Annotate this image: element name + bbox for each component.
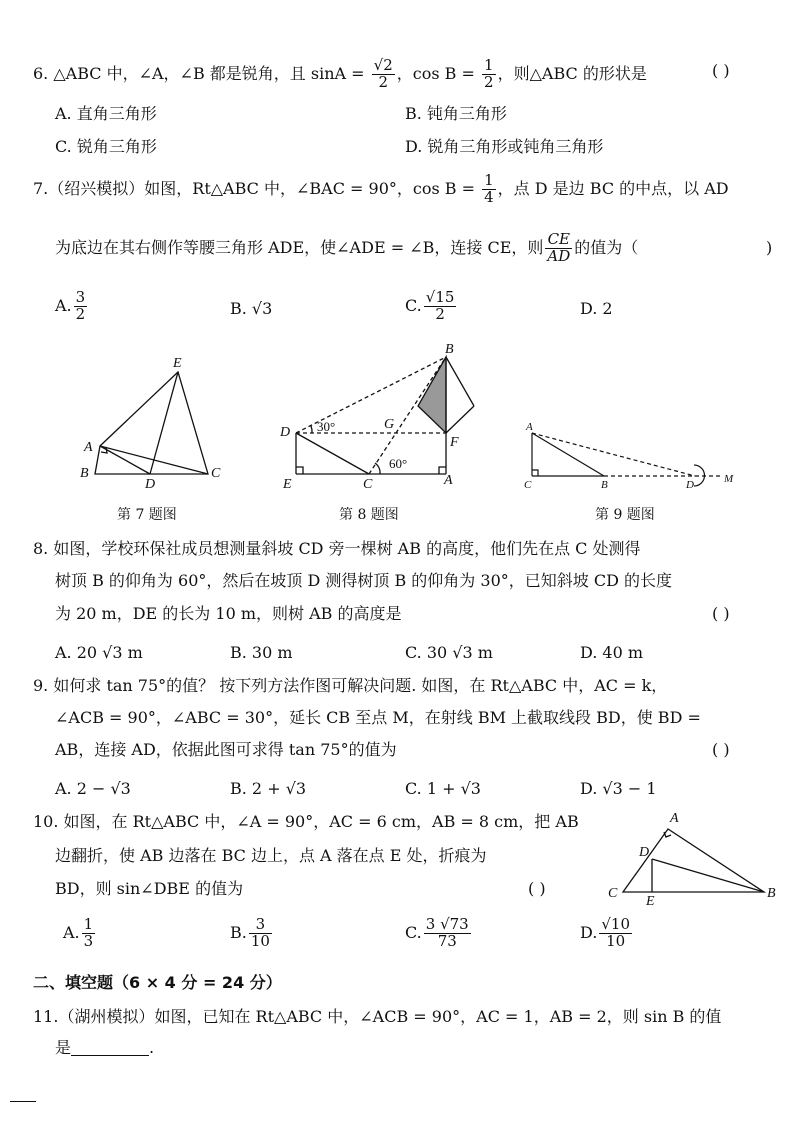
q6-stem: 6. △ABC 中，∠A，∠B 都是锐角，且 sinA = $\frac{√2}{2}$ ，cos B = $\frac{1}{2}$ ，则△ABC 的形状是 [33,56,647,91]
q6-option-b: B. 钝角三角形 [405,104,507,123]
q7-option-b: B. √3 [230,299,273,318]
fig10-triangle-abc [623,829,764,892]
fig7-outline [95,372,208,474]
q9-option-b: B. 2 + √3 [230,779,307,798]
fig10-label-a: A [670,811,679,826]
q8-option-b: B. 30 m [230,643,293,662]
q7-stem-line1: 7.（绍兴模拟）如图，Rt△ABC 中，∠BAC = 90°，cos B = $\frac{1}{4}$ ，点 D 是边 BC 的中点，以 AD [33,171,729,206]
q7-fraction-cosB: $\frac{1}{4}$ [484,171,494,206]
q10-option-b-fraction: $\frac{3}{10}$ [250,915,270,950]
q8-option-a: A. 20 √3 m [55,643,143,662]
q10-option-d: D. $\frac{√10}{10}$ [580,915,630,950]
figure-10 [623,829,764,892]
q11-answer-blank[interactable] [71,1041,149,1056]
fig7-label-e: E [173,356,182,371]
q7-option-c: C. $\frac{√15}{2}$ [405,288,455,323]
figure-8 [296,357,474,474]
fig8-slope-cd [296,433,369,474]
q8-answer-paren: ( ) [712,604,730,623]
q6-fraction-cosB: $\frac{1}{2}$ [484,56,494,91]
fig9-label-b: B [601,479,608,491]
fig9-line-ab [532,433,604,476]
q9-stem-line1: 9. 如何求 tan 75°的值？ 按下列方法作图可解决问题. 如图，在 Rt△ABC 中，AC = k， [33,676,668,695]
q10-stem-line1: 10. 如图，在 Rt△ABC 中，∠A = 90°，AC = 6 cm，AB = 8 cm，把 AB [33,812,579,831]
fig8-label-d: D [280,425,291,440]
fig8-angle-60-arc [375,463,380,474]
fig10-label-c: C [608,886,618,901]
q9-stem-line2: ∠ACB = 90°，∠ABC = 30°，延长 CB 至点 M，在射线 BM 上截取线段 BD，使 BD = [55,708,701,727]
fig9-arc-d [694,465,705,486]
footer-rule [10,1101,36,1102]
fig8-kite-edge [446,357,474,406]
q6-option-c: C. 锐角三角形 [55,137,157,156]
fig7-label-d: D [145,477,156,492]
fig8-label-g: G [384,417,395,432]
q6-option-d: D. 锐角三角形或钝角三角形 [405,137,604,156]
q10-stem-line3: BD，则 sin∠DBE 的值为 [55,879,244,898]
fig8-angle-30-arc [311,426,312,433]
fig10-right-angle-a [664,832,671,837]
fig7-line-de [150,372,178,474]
q8-option-d: D. 40 m [580,643,644,662]
fig7-line-ac [100,446,208,474]
q10-option-a-fraction: $\frac{1}{3}$ [83,915,94,950]
fig8-label-b: B [445,342,454,357]
fig9-label-a: A [526,421,533,433]
fig7-right-angle-mark [101,447,107,453]
fig9-caption: 第 9 题图 [595,507,655,523]
q8-stem-line3: 为 20 m，DE 的长为 10 m，则树 AB 的高度是 [55,604,402,623]
q11-stem-line1: 11.（湖州模拟）如图，已知在 Rt△ABC 中，∠ACB = 90°，AC = 1，AB = 2，则 sin B 的值 [33,1007,722,1026]
q7-fraction-ce-ad: $\frac{CE}{AD}$ [547,230,571,265]
q9-option-a: A. 2 − √3 [55,779,131,798]
fig9-label-d: D [686,479,694,491]
q6-fraction-sinA: $\frac{√2}{2}$ [373,56,393,91]
fig8-label-f: F [450,435,459,450]
q7-option-d: D. 2 [580,299,613,318]
fig9-label-c: C [524,479,532,491]
q7-stem-line2: 为底边在其右侧作等腰三角形 ADE，使∠ADE = ∠B，连接 CE，则 $\frac{CE}{AD}$ 的值为（ [55,230,639,265]
fig8-label-a: A [444,473,453,488]
q10-option-d-fraction: $\frac{√10}{10}$ [601,915,630,950]
fig10-fold-bd [652,859,764,892]
q10-option-a: A. $\frac{1}{3}$ [63,915,94,950]
fig8-label-30: 30° [317,419,336,434]
fig7-line-ad [100,446,150,474]
q6-answer-paren: ( ) [712,61,730,80]
fig8-label-c: C [363,477,373,492]
q10-option-c-fraction: $\frac{3 √73}{73}$ [425,915,469,950]
q8-stem-line1: 8. 如图，学校环保社成员想测量斜坡 CD 旁一棵树 AB 的高度，他们先在点 C 处测得 [33,539,641,558]
fig8-caption: 第 8 题图 [339,507,399,523]
q10-answer-paren: ( ) [528,879,546,898]
fig8-label-60: 60° [389,456,408,471]
figure-7 [95,372,208,474]
fig8-label-e: E [283,477,292,492]
fig10-label-b: B [767,886,776,901]
q9-answer-paren: ( ) [712,740,730,759]
fig9-dashed-ad [532,433,695,476]
q6-option-a: A. 直角三角形 [55,104,157,123]
q9-option-d: D. √3 − 1 [580,779,657,798]
fig7-label-b: B [80,466,89,481]
fig9-right-angle [532,470,538,476]
q10-option-b: B. $\frac{3}{10}$ [230,915,270,950]
q7-option-a-fraction: $\frac{3}{2}$ [75,288,86,323]
q10-option-c: C. $\frac{3 √73}{73}$ [405,915,469,950]
q7-option-c-fraction: $\frac{√15}{2}$ [425,288,455,323]
fig10-label-e: E [646,894,655,909]
q9-stem-line3: AB，连接 AD，依据此图可求得 tan 75°的值为 [55,740,397,759]
fig10-label-d: D [639,845,650,860]
fig8-shaded-triangle [418,357,446,433]
q8-option-c: C. 30 √3 m [405,643,493,662]
fig7-label-c: C [211,466,221,481]
fig8-right-angle-e [296,467,303,474]
fig8-kite-edge-2 [446,406,474,433]
q8-stem-line2: 树顶 B 的仰角为 60°，然后在坡顶 D 测得树顶 B 的仰角为 30°，已知斜坡 CD 的长度 [55,571,672,590]
q7-option-a: A. $\frac{3}{2}$ [55,288,86,323]
q10-stem-line2: 边翻折，使 AB 边落在 BC 边上，点 A 落在点 E 处，折痕为 [55,846,487,865]
fig9-label-m: M [724,473,734,485]
q7-paren-close: ) [766,238,773,257]
fig8-dashed-cb [369,357,446,474]
fig7-caption: 第 7 题图 [117,507,177,523]
fig7-label-a: A [84,440,93,455]
section-2-title: 二、填空题（6 × 4 分 = 24 分） [33,973,282,992]
q11-stem-line2: 是 . [55,1038,155,1057]
q9-option-c: C. 1 + √3 [405,779,481,798]
